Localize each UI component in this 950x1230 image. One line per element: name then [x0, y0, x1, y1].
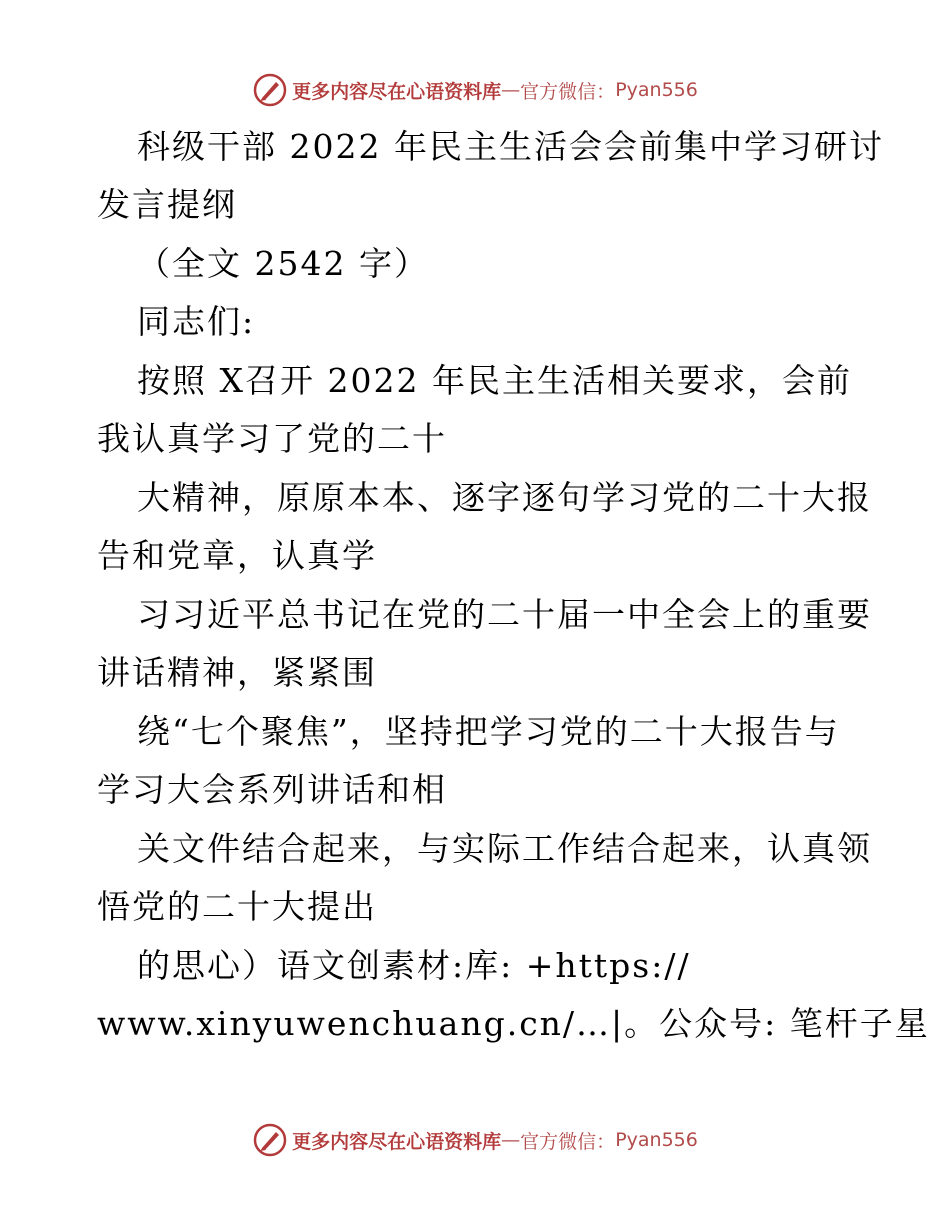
quill-logo-icon	[252, 1122, 288, 1158]
watermark-wechat-id: Pyan556	[615, 1129, 698, 1151]
quill-logo-icon	[252, 72, 288, 108]
watermark-main-text: 更多内容尽在心语资料库	[292, 80, 502, 103]
title-line-2: 发言提纲	[97, 185, 237, 224]
body-line: 告和党章，认真学	[97, 536, 377, 575]
header-watermark	[0, 70, 950, 110]
watermark-dash: —	[501, 79, 521, 101]
body-line: 按照 X召开 2022 年民主生活相关要求，会前	[137, 361, 852, 400]
watermark-wechat-id: Pyan556	[615, 79, 698, 101]
body-line: 大精神，原原本本、逐字逐句学习党的二十大报	[137, 478, 872, 517]
watermark-sub-text: 官方微信：	[520, 1130, 616, 1153]
body-line: 的思心）语文创素材:库: +https://	[137, 946, 691, 985]
word-count-line: （全文 2542 字）	[137, 244, 429, 283]
body-line: 悟党的二十大提出	[97, 887, 377, 926]
body-line: 绕“七个聚焦”，坚持把学习党的二十大报告与	[137, 712, 840, 751]
salutation-line: 同志们:	[137, 302, 256, 341]
footer-watermark	[0, 1120, 950, 1160]
watermark-dash: —	[501, 1129, 521, 1151]
body-line: 习习近平总书记在党的二十届一中全会上的重要	[137, 595, 872, 634]
body-line: 学习大会系列讲话和相	[97, 770, 447, 809]
body-line: 关文件结合起来，与实际工作结合起来，认真领	[137, 829, 872, 868]
body-line: 我认真学习了党的二十	[97, 419, 447, 458]
watermark-main-text: 更多内容尽在心语资料库	[292, 1130, 502, 1153]
watermark-sub-text: 官方微信：	[520, 80, 616, 103]
title-line-1: 科级干部 2022 年民主生活会会前集中学习研讨	[137, 127, 884, 166]
body-line: www.xinyuwenchuang.cn/…|。公众号: 笔杆子星	[97, 1004, 930, 1043]
body-line: 讲话精神，紧紧围	[97, 653, 377, 692]
